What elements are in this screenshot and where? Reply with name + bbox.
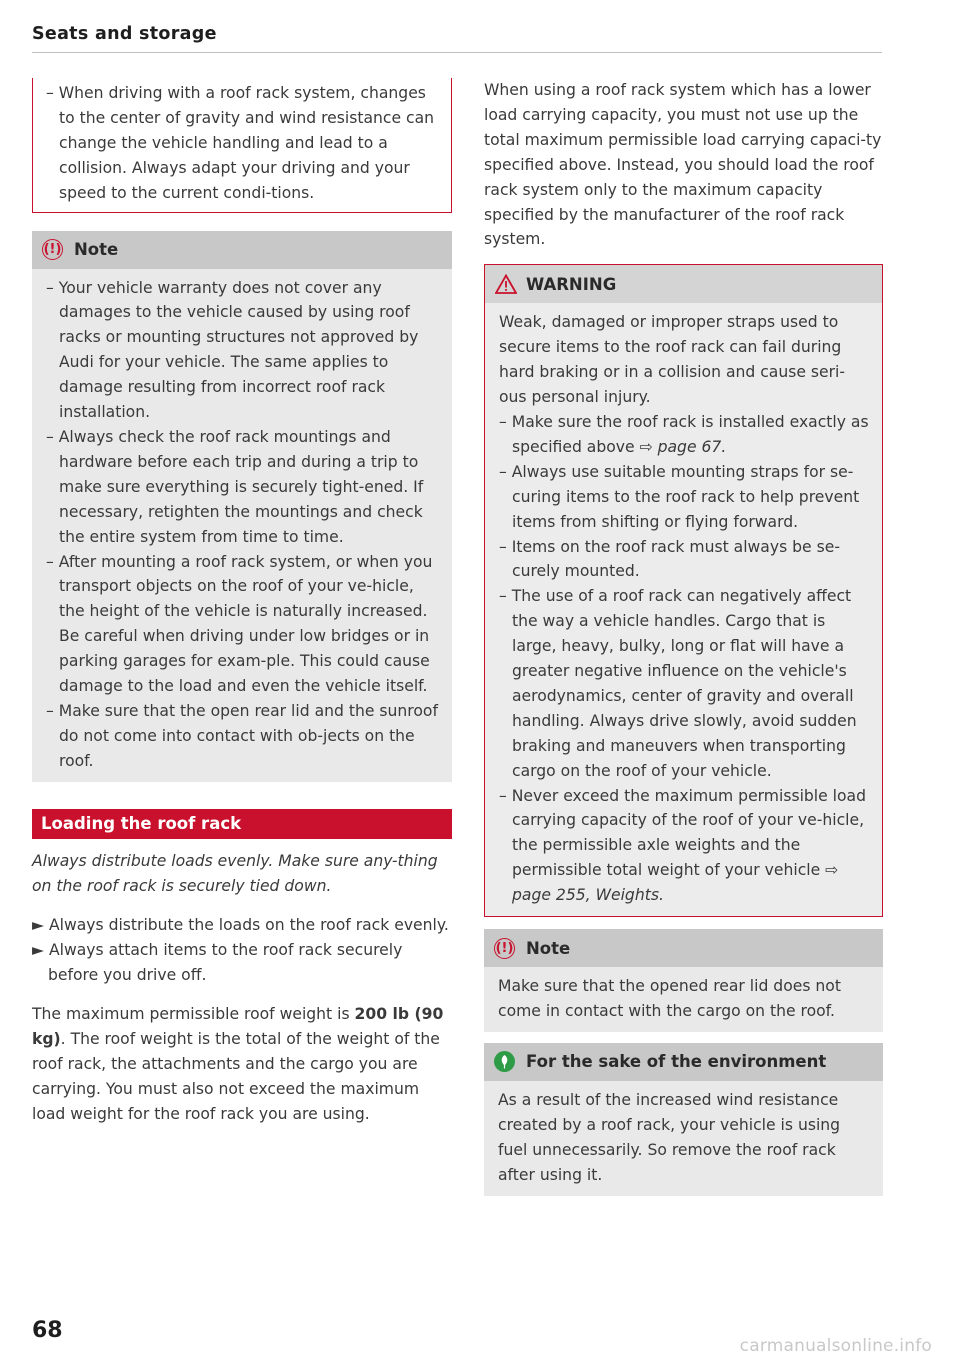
warning-item: [499, 784, 870, 909]
warning-item: – Always use suitable mounting straps for se-curing items to the roof rack to help prevent items from shifting or flying forward.: [499, 462, 860, 531]
page-number: 68: [32, 1318, 63, 1343]
note-body: [484, 967, 883, 1032]
right-column: [484, 78, 883, 1196]
warning-intro: Weak, damaged or improper straps used to secure items to the roof rack can fail during hard braking or in a collision and cause seri-ous personal injury.: [499, 313, 846, 407]
warning-triangle-icon: [495, 274, 517, 294]
section-intro: Always distribute loads evenly. Make sure any-thing on the roof rack is securely tied down.: [32, 851, 438, 895]
section-title-bar: [32, 809, 452, 839]
leaf-icon: [494, 1051, 515, 1072]
lower-capacity-paragraph: When using a roof rack system which has a lower load carrying capacity, you must not use up the total maximum permissible load carrying capaci-ty specified above. Instead, you should load the roof rack system only to the maximum capacity specified by the manufacturer of the roof rack system.: [484, 81, 882, 249]
section-header-title: Seats and storage: [32, 24, 217, 44]
left-column: [32, 78, 452, 1127]
environment-title: For the sake of the environment: [526, 1052, 827, 1072]
roof-weight-text-pre: The maximum permissible roof weight is: [32, 1005, 355, 1024]
note-title: Note: [74, 240, 119, 260]
warning-item: [499, 410, 870, 460]
note-item: – Always check the roof rack mountings and hardware before each trip and during a trip to make sure everything is securely tight-ened. If necessary, retighten the mountings and check the entire system from time to time.: [46, 427, 424, 546]
note-header: [32, 231, 452, 269]
warning-body: [485, 303, 882, 916]
environment-body: [484, 1081, 883, 1196]
warning-continuation-item: – When driving with a roof rack system, changes to the center of gravity and wind resistance can change the vehicle handling and lead to a collision. Always adapt your driving and your speed to the current condi-tions.: [46, 84, 435, 202]
note-item: – After mounting a roof rack system, or when you transport objects on the roof of your ve-hicle, the height of the vehicle is naturally increased. Be careful when driving under low bridges or in parking garages for exam-ple. This could cause damage to the load and even the vehicle itself.: [46, 552, 433, 696]
note-box-2: [484, 929, 883, 1032]
page-header: [32, 22, 882, 53]
page-ref-link[interactable]: ⇨ page 255, Weights.: [512, 861, 839, 905]
note-title: Note: [526, 938, 571, 958]
environment-text: As a result of the increased wind resistance created by a roof rack, your vehicle is using fuel unnecessarily. So remove the roof rack after using it.: [498, 1090, 841, 1184]
note-icon: (!): [42, 239, 63, 260]
warning-item-text: – Make sure the roof rack is installed exactly as specified above: [499, 412, 869, 456]
note-text: Make sure that the opened rear lid does not come in contact with the cargo on the roof.: [498, 977, 841, 1020]
note-box: [32, 231, 452, 782]
warning-header: [485, 265, 882, 303]
warning-box: [484, 264, 883, 917]
roof-weight-value: 200 lb (90 kg): [32, 1005, 444, 1049]
step-item: ► Always distribute the loads on the roof rack evenly.: [32, 916, 449, 935]
roof-weight-paragraph: [32, 1002, 452, 1127]
environment-header: [484, 1043, 883, 1081]
warning-item: – The use of a roof rack can negatively affect the way a vehicle handles. Cargo that is large, heavy, bulky, long or flat will have a greater negative influence on the vehicle's aerodynamics, center of gravity and overall handling. Always drive slowly, avoid sudden braking and maneuvers when transporting cargo on the roof of your vehicle.: [499, 587, 857, 780]
warning-item-text: – Never exceed the maximum permissible load carrying capacity of the roof of your ve-hicle, the permissible axle weights and the permissible total weight of your vehicle: [499, 786, 867, 880]
note-item: – Make sure that the open rear lid and the sunroof do not come into contact with ob-jects on the roof.: [46, 701, 438, 770]
roof-weight-text-post: . The roof weight is the total of the weight of the roof rack, the attachments and the cargo you are carrying. You must also not exceed the maximum load weight for the roof rack you are using.: [32, 1030, 440, 1123]
warning-continuation-box: [32, 78, 452, 213]
note-item: – Your vehicle warranty does not cover any damages to the vehicle caused by using roof racks or mounting structures not approved by Audi for your vehicle. The same applies to damage resulting from incorrect roof rack installation.: [46, 278, 419, 422]
warning-item: – Items on the roof rack must always be se-curely mounted.: [499, 537, 840, 581]
steps-list: [32, 913, 452, 988]
note-icon: (!): [494, 938, 515, 959]
note-header: [484, 929, 883, 967]
environment-box: [484, 1043, 883, 1196]
warning-title: WARNING: [526, 274, 617, 294]
page-ref-link[interactable]: ⇨ page 67.: [639, 437, 727, 456]
section-title: Loading the roof rack: [41, 814, 242, 834]
watermark: carmanualsonline.info: [739, 1336, 932, 1356]
note-body: [32, 269, 452, 782]
step-item: ► Always attach items to the roof rack securely before you drive off.: [32, 941, 403, 985]
